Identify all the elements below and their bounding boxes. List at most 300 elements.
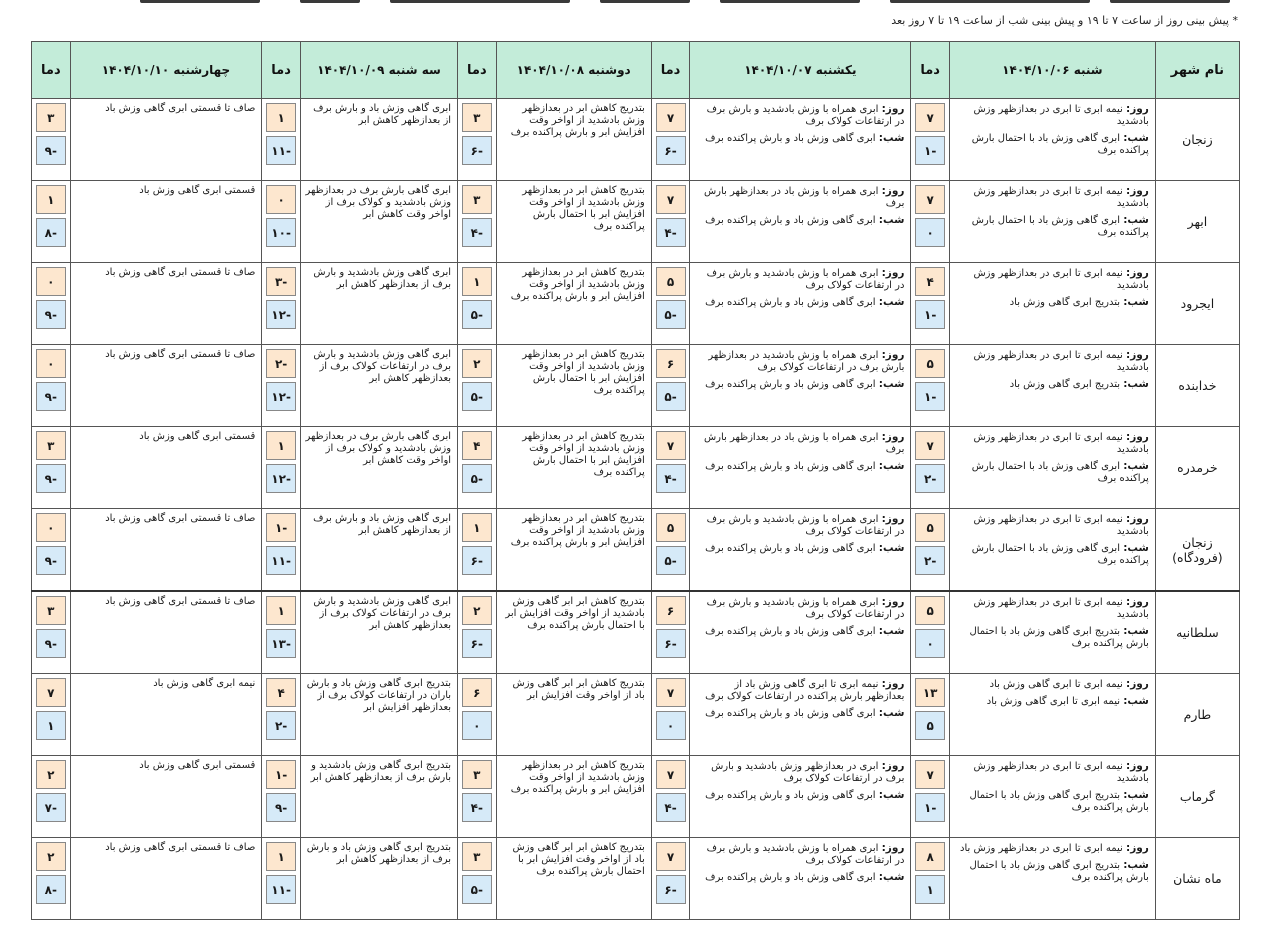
- forecast-desc: [496, 756, 651, 838]
- min-temp: -۱۳: [266, 629, 296, 658]
- day-label: روز:: [1126, 842, 1149, 854]
- forecast-text: صاف تا قسمتی ابری گاهی وزش باد: [105, 103, 256, 114]
- max-temp: ۳: [462, 103, 492, 132]
- day-forecast: نیمه ابری تا ابری گاهی وزش باد: [989, 679, 1123, 690]
- max-temp: ۷: [915, 103, 945, 132]
- temp-cell: [262, 756, 301, 838]
- header-temp-4: دما: [262, 42, 301, 99]
- day-forecast: نیمه ابری تا ابری در بعدازظهر وزش بادشدید: [973, 597, 1149, 620]
- night-label: شب:: [878, 132, 905, 144]
- min-temp: -۷: [36, 793, 66, 822]
- forecast-desc: [690, 263, 911, 345]
- min-temp: -۶: [656, 629, 686, 658]
- night-label: شب:: [1123, 132, 1149, 144]
- night-forecast: ابری گاهی وزش باد و بارش پراکنده برف: [705, 215, 876, 226]
- day-forecast: نیمه ابری تا ابری در بعدازظهر وزش بادشدید: [973, 104, 1149, 127]
- min-temp: -۱: [915, 793, 945, 822]
- night-forecast: ابری گاهی وزش باد با احتمال بارش پراکنده برف: [971, 215, 1149, 238]
- min-temp: -۱۱: [266, 136, 296, 165]
- min-temp: ۱: [36, 711, 66, 740]
- temp-cell: [458, 345, 497, 427]
- day-label: روز:: [881, 760, 905, 772]
- temp-cell: [262, 509, 301, 592]
- max-temp: ۷: [656, 760, 686, 789]
- temp-cell: [911, 509, 950, 592]
- min-temp: -۹: [36, 464, 66, 493]
- day-label: روز:: [881, 349, 905, 361]
- forecast-desc: [70, 345, 262, 427]
- forecast-text: بتدریج کاهش ابر در بعدازظهر وزش بادشدید از اواخر وقت افزایش ابر و بارش پراکنده برف: [510, 267, 645, 302]
- forecast-desc: [70, 756, 262, 838]
- max-temp: ۷: [656, 185, 686, 214]
- max-temp: ۰: [36, 349, 66, 378]
- forecast-text: ابری گاهی وزش باد و بارش برف از بعدازظهر کاهش ابر: [313, 513, 452, 536]
- max-temp: ۴: [266, 678, 296, 707]
- forecast-text: صاف تا قسمتی ابری گاهی وزش باد: [105, 842, 256, 853]
- forecast-text: بتدریج ابری گاهی وزش باد و بارش باران در ارتفاعات کولاک برف از بعدازظهر افزایش ابر: [306, 678, 452, 713]
- day-forecast: ابری همراه با وزش بادشدید و بارش برف در ارتفاعات کولاک برف: [706, 597, 905, 620]
- temp-cell: [911, 674, 950, 756]
- forecast-desc: [300, 674, 457, 756]
- forecast-desc: [690, 99, 911, 181]
- min-temp: -۹: [36, 382, 66, 411]
- max-temp: ۶: [656, 349, 686, 378]
- max-temp: ۱: [36, 185, 66, 214]
- day-label: روز:: [881, 185, 905, 197]
- night-forecast: ابری گاهی وزش باد با احتمال بارش پراکنده برف: [971, 461, 1149, 484]
- forecast-desc: [496, 345, 651, 427]
- forecast-table: [31, 41, 1240, 920]
- forecast-text: قسمتی ابری گاهی وزش باد: [139, 185, 256, 196]
- day-forecast: ابری همراه با وزش بادشدید و بارش برف در ارتفاعات کولاک برف: [706, 268, 905, 291]
- forecast-text: ابری گاهی وزش بادشدید و بارش برف در ارتفاعات کولاک برف از بعدازظهر کاهش ابر: [313, 596, 452, 631]
- day-forecast: ابری در بعدازظهر وزش بادشدید و بارش برف در ارتفاعات کولاک برف: [711, 761, 905, 784]
- night-label: شب:: [1123, 859, 1149, 871]
- temp-cell: [651, 99, 690, 181]
- forecast-text: بتدریج ابری گاهی وزش باد و بارش برف از بعدازظهر کاهش ابر: [306, 842, 452, 865]
- min-temp: -۵: [462, 875, 492, 904]
- temp-cell: [32, 838, 71, 920]
- min-temp: ۰: [656, 711, 686, 740]
- forecast-text: بتدریج کاهش ابر ابر گاهی وزش باد از اواخر وقت افزایش ابر: [512, 678, 645, 701]
- table-row: [32, 181, 1240, 263]
- day-label: روز:: [1126, 185, 1149, 197]
- min-temp: -۲: [266, 711, 296, 740]
- forecast-desc: [300, 263, 457, 345]
- forecast-desc: [949, 263, 1155, 345]
- forecast-desc: [70, 263, 262, 345]
- min-temp: -۶: [462, 629, 492, 658]
- header-row: [32, 42, 1240, 99]
- max-temp: ۳: [36, 431, 66, 460]
- day-forecast: ابری همراه با وزش بادشدید و بارش برف در ارتفاعات کولاک برف: [706, 843, 905, 866]
- night-forecast: ابری گاهی وزش باد و بارش پراکنده برف: [705, 708, 876, 719]
- temp-cell: [651, 674, 690, 756]
- min-temp: -۹: [36, 629, 66, 658]
- night-label: شب:: [878, 707, 905, 719]
- min-temp: -۸: [36, 218, 66, 247]
- temp-cell: [651, 263, 690, 345]
- day-label: روز:: [1126, 760, 1149, 772]
- forecast-desc: [690, 591, 911, 674]
- forecast-text: صاف تا قسمتی ابری گاهی وزش باد: [105, 596, 256, 607]
- day-label: روز:: [881, 678, 905, 690]
- min-temp: -۲: [915, 464, 945, 493]
- min-temp: -۴: [462, 793, 492, 822]
- temp-cell: [32, 181, 71, 263]
- max-temp: ۳: [36, 103, 66, 132]
- max-temp: -۱: [266, 513, 296, 542]
- night-forecast: ابری گاهی وزش باد و بارش پراکنده برف: [705, 133, 876, 144]
- night-label: شب:: [1123, 214, 1149, 226]
- forecast-desc: [496, 263, 651, 345]
- header-temp-2: دما: [651, 42, 690, 99]
- temp-cell: [458, 427, 497, 509]
- night-label: شب:: [878, 214, 905, 226]
- temp-cell: [32, 345, 71, 427]
- max-temp: ۷: [915, 185, 945, 214]
- forecast-desc: [949, 838, 1155, 920]
- temp-cell: [32, 427, 71, 509]
- max-temp: ۶: [656, 596, 686, 625]
- max-temp: ۷: [656, 842, 686, 871]
- min-temp: ۵: [915, 711, 945, 740]
- forecast-desc: [70, 99, 262, 181]
- forecast-text: بتدریج کاهش ابر در بعدازظهر وزش بادشدید از اواخر وقت افزایش ابر با احتمال بارش پراکنده برف: [522, 431, 645, 478]
- forecast-desc: [300, 838, 457, 920]
- night-forecast: ابری گاهی وزش باد و بارش پراکنده برف: [705, 379, 876, 390]
- night-forecast: بتدریج ابری گاهی وزش باد با احتمال بارش پراکنده برف: [969, 626, 1149, 649]
- night-forecast: بتدریج ابری گاهی وزش باد با احتمال بارش پراکنده برف: [969, 790, 1149, 813]
- forecast-desc: [70, 674, 262, 756]
- table-row: [32, 99, 1240, 181]
- day-label: روز:: [881, 103, 905, 115]
- forecast-text: ابری گاهی بارش برف در بعدازظهر وزش بادشدید و کولاک برف از اواخر وقت کاهش ابر: [305, 185, 452, 220]
- temp-cell: [262, 838, 301, 920]
- forecast-text: قسمتی ابری گاهی وزش باد: [139, 760, 256, 771]
- max-temp: ۴: [462, 431, 492, 460]
- header-day-1: شنبه ۱۴۰۴/۱۰/۰۶: [949, 42, 1155, 99]
- temp-cell: [911, 181, 950, 263]
- min-temp: -۵: [462, 300, 492, 329]
- night-label: شب:: [1123, 296, 1149, 308]
- min-temp: -۱۱: [266, 875, 296, 904]
- min-temp: -۱: [915, 300, 945, 329]
- header-city: نام شهر: [1155, 42, 1239, 99]
- max-temp: ۲: [462, 349, 492, 378]
- night-label: شب:: [1123, 695, 1149, 707]
- night-label: شب:: [1123, 542, 1149, 554]
- forecast-desc: [70, 181, 262, 263]
- city-name: طارم: [1155, 674, 1239, 756]
- night-forecast: ابری گاهی وزش باد و بارش پراکنده برف: [705, 461, 876, 472]
- min-temp: -۱۲: [266, 300, 296, 329]
- temp-cell: [262, 181, 301, 263]
- night-forecast: ابری گاهی وزش باد با احتمال بارش پراکنده برف: [971, 133, 1149, 156]
- day-label: روز:: [1126, 513, 1149, 525]
- forecast-desc: [300, 591, 457, 674]
- temp-cell: [32, 509, 71, 592]
- temp-cell: [458, 674, 497, 756]
- max-temp: ۵: [656, 267, 686, 296]
- min-temp: -۱: [915, 382, 945, 411]
- max-temp: ۵: [656, 513, 686, 542]
- day-label: روز:: [881, 596, 905, 608]
- night-forecast: نیمه ابری تا ابری گاهی وزش باد: [986, 696, 1120, 707]
- city-name: ماه نشان: [1155, 838, 1239, 920]
- forecast-desc: [300, 345, 457, 427]
- forecast-desc: [300, 99, 457, 181]
- forecast-desc: [496, 591, 651, 674]
- temp-cell: [32, 591, 71, 674]
- max-temp: ۵: [915, 596, 945, 625]
- max-temp: -۳: [266, 267, 296, 296]
- temp-cell: [32, 756, 71, 838]
- temp-cell: [651, 427, 690, 509]
- table-row: [32, 838, 1240, 920]
- night-forecast: ابری گاهی وزش باد با احتمال بارش پراکنده برف: [971, 543, 1149, 566]
- forecast-text: صاف تا قسمتی ابری گاهی وزش باد: [105, 267, 256, 278]
- min-temp: ۰: [915, 218, 945, 247]
- temp-cell: [458, 99, 497, 181]
- forecast-desc: [949, 591, 1155, 674]
- temp-cell: [458, 509, 497, 592]
- min-temp: -۴: [462, 218, 492, 247]
- table-row: [32, 263, 1240, 345]
- min-temp: -۸: [36, 875, 66, 904]
- temp-cell: [651, 181, 690, 263]
- night-forecast: بتدریج ابری گاهی وزش باد با احتمال بارش پراکنده برف: [969, 860, 1149, 883]
- min-temp: -۶: [462, 546, 492, 575]
- forecast-desc: [496, 838, 651, 920]
- day-forecast: ابری همراه با وزش بادشدید و بارش برف در ارتفاعات کولاک برف: [706, 104, 905, 127]
- forecast-desc: [496, 427, 651, 509]
- day-forecast: ابری همراه با وزش باد در بعدازظهر بارش برف: [703, 432, 905, 455]
- night-forecast: بتدریج ابری گاهی وزش باد: [1009, 379, 1120, 390]
- forecast-desc: [496, 509, 651, 592]
- forecast-text: ابری گاهی وزش بادشدید و بارش برف از بعدازظهر کاهش ابر: [313, 267, 452, 290]
- max-temp: ۷: [656, 103, 686, 132]
- temp-cell: [911, 756, 950, 838]
- day-forecast: ابری همراه با وزش بادشدید و بارش برف در ارتفاعات کولاک برف: [706, 514, 905, 537]
- temp-cell: [262, 591, 301, 674]
- day-forecast: نیمه ابری تا ابری گاهی وزش باد از بعدازظهر بارش پراکنده در ارتفاعات کولاک برف: [705, 679, 905, 702]
- min-temp: -۱۰: [266, 218, 296, 247]
- min-temp: -۹: [36, 546, 66, 575]
- min-temp: -۵: [462, 382, 492, 411]
- max-temp: ۵: [915, 513, 945, 542]
- min-temp: -۵: [462, 464, 492, 493]
- min-temp: ۱: [915, 875, 945, 904]
- temp-cell: [262, 427, 301, 509]
- city-name: خرمدره: [1155, 427, 1239, 509]
- temp-cell: [458, 756, 497, 838]
- min-temp: -۱۲: [266, 382, 296, 411]
- night-forecast: ابری گاهی وزش باد و بارش پراکنده برف: [705, 790, 876, 801]
- day-forecast: نیمه ابری تا ابری در بعدازظهر وزش بادشدید: [973, 350, 1149, 373]
- table-row: [32, 674, 1240, 756]
- night-label: شب:: [878, 871, 905, 883]
- forecast-desc: [690, 345, 911, 427]
- max-temp: ۷: [656, 431, 686, 460]
- max-temp: ۳: [462, 842, 492, 871]
- forecast-text: صاف تا قسمتی ابری گاهی وزش باد: [105, 349, 256, 360]
- day-forecast: ابری همراه با وزش باد در بعدازظهر بارش برف: [703, 186, 905, 209]
- day-label: روز:: [881, 842, 905, 854]
- max-temp: ۰: [266, 185, 296, 214]
- temp-cell: [262, 263, 301, 345]
- forecast-text: صاف تا قسمتی ابری گاهی وزش باد: [105, 513, 256, 524]
- table-row: [32, 345, 1240, 427]
- forecast-desc: [690, 674, 911, 756]
- forecast-desc: [300, 756, 457, 838]
- temp-cell: [911, 345, 950, 427]
- max-temp: ۲: [36, 842, 66, 871]
- night-label: شب:: [1123, 378, 1149, 390]
- forecast-desc: [70, 591, 262, 674]
- forecast-desc: [300, 509, 457, 592]
- day-label: روز:: [1126, 267, 1149, 279]
- forecast-desc: [496, 674, 651, 756]
- min-temp: -۶: [656, 136, 686, 165]
- forecast-desc: [690, 427, 911, 509]
- max-temp: ۱: [462, 267, 492, 296]
- min-temp: -۴: [656, 793, 686, 822]
- temp-cell: [651, 345, 690, 427]
- forecast-desc: [690, 509, 911, 592]
- night-label: شب:: [878, 542, 905, 554]
- min-temp: ۰: [462, 711, 492, 740]
- night-forecast: ابری گاهی وزش باد و بارش پراکنده برف: [705, 626, 876, 637]
- forecast-text: بتدریج کاهش ابر در بعدازظهر وزش بادشدید از اواخر وقت افزایش ابر و بارش پراکنده برف: [510, 103, 645, 138]
- city-name: ایجرود: [1155, 263, 1239, 345]
- night-label: شب:: [878, 789, 905, 801]
- day-forecast: نیمه ابری تا ابری در بعدازظهر وزش بادشدید: [973, 514, 1149, 537]
- header-day-4: سه شنبه ۱۴۰۴/۱۰/۰۹: [300, 42, 457, 99]
- day-label: روز:: [1126, 349, 1149, 361]
- header-temp-5: دما: [32, 42, 71, 99]
- temp-cell: [911, 99, 950, 181]
- max-temp: -۲: [266, 349, 296, 378]
- city-name: گرماب: [1155, 756, 1239, 838]
- max-temp: ۲: [36, 760, 66, 789]
- temp-cell: [458, 263, 497, 345]
- min-temp: -۶: [462, 136, 492, 165]
- max-temp: ۱: [266, 103, 296, 132]
- header-temp-3: دما: [458, 42, 497, 99]
- min-temp: -۶: [656, 875, 686, 904]
- night-label: شب:: [878, 460, 905, 472]
- forecast-desc: [949, 674, 1155, 756]
- max-temp: ۱: [266, 596, 296, 625]
- min-temp: -۵: [656, 300, 686, 329]
- min-temp: -۹: [266, 793, 296, 822]
- night-forecast: ابری گاهی وزش باد و بارش پراکنده برف: [705, 872, 876, 883]
- forecast-text: قسمتی ابری گاهی وزش باد: [139, 431, 256, 442]
- min-temp: -۵: [656, 382, 686, 411]
- city-name: ابهر: [1155, 181, 1239, 263]
- night-label: شب:: [878, 625, 905, 637]
- table-row: [32, 509, 1240, 592]
- max-temp: ۷: [915, 760, 945, 789]
- day-label: روز:: [1126, 431, 1149, 443]
- table-row: [32, 756, 1240, 838]
- forecast-desc: [949, 345, 1155, 427]
- city-name: زنجان: [1155, 99, 1239, 181]
- forecast-text: بتدریج کاهش ابر در بعدازظهر وزش بادشدید از اواخر وقت افزایش ابر و بارش پراکنده برف: [510, 513, 645, 548]
- temp-cell: [911, 838, 950, 920]
- forecast-text: بتدریج کاهش ابر در بعدازظهر وزش بادشدید از اواخر وقت افزایش ابر با احتمال بارش پراکنده برف: [522, 349, 645, 396]
- forecast-desc: [300, 427, 457, 509]
- day-label: روز:: [881, 513, 905, 525]
- forecast-desc: [690, 181, 911, 263]
- forecast-desc: [70, 427, 262, 509]
- header-day-3: دوشنبه ۱۴۰۴/۱۰/۰۸: [496, 42, 651, 99]
- city-name: زنجان (فرودگاه): [1155, 509, 1239, 592]
- forecast-desc: [949, 181, 1155, 263]
- max-temp: ۲: [462, 596, 492, 625]
- night-forecast: بتدریج ابری گاهی وزش باد: [1009, 297, 1120, 308]
- forecast-desc: [690, 838, 911, 920]
- max-temp: ۰: [36, 513, 66, 542]
- forecast-text: بتدریج کاهش ابر در بعدازظهر وزش بادشدید از اواخر وقت افزایش ابر و بارش پراکنده برف: [510, 760, 645, 795]
- day-label: روز:: [881, 431, 905, 443]
- table-row: [32, 591, 1240, 674]
- forecast-text: ابری گاهی بارش برف در بعدازظهر وزش بادشدید و کولاک برف از اواخر وقت کاهش ابر: [305, 431, 452, 466]
- night-label: شب:: [878, 378, 905, 390]
- max-temp: ۱: [266, 431, 296, 460]
- day-forecast: نیمه ابری تا ابری در بعدازظهر وزش بادشدید: [973, 268, 1149, 291]
- night-label: شب:: [1123, 789, 1149, 801]
- max-temp: ۵: [915, 349, 945, 378]
- temp-cell: [651, 838, 690, 920]
- forecast-desc: [496, 181, 651, 263]
- day-label: روز:: [1126, 103, 1149, 115]
- forecast-desc: [949, 99, 1155, 181]
- top-cropped-text: [0, 0, 1280, 6]
- forecast-desc: [690, 756, 911, 838]
- temp-cell: [262, 345, 301, 427]
- max-temp: ۷: [656, 678, 686, 707]
- day-forecast: نیمه ابری تا ابری در بعدازظهر وزش بادشدید: [973, 761, 1149, 784]
- day-label: روز:: [1126, 596, 1149, 608]
- day-forecast: نیمه ابری تا ابری در بعدازظهر وزش بادشدید: [973, 186, 1149, 209]
- forecast-time-note: * پیش بینی روز از ساعت ۷ تا ۱۹ و پیش بینی شب از ساعت ۱۹ تا ۷ روز بعد: [891, 14, 1238, 27]
- max-temp: ۳: [462, 185, 492, 214]
- day-forecast: نیمه ابری تا ابری در بعدازظهر وزش باد: [959, 843, 1123, 854]
- header-day-5: چهارشنبه ۱۴۰۴/۱۰/۱۰: [70, 42, 262, 99]
- header-day-2: یکشنبه ۱۴۰۴/۱۰/۰۷: [690, 42, 911, 99]
- night-forecast: ابری گاهی وزش باد و بارش پراکنده برف: [705, 543, 876, 554]
- temp-cell: [911, 427, 950, 509]
- forecast-desc: [70, 509, 262, 592]
- day-forecast: نیمه ابری تا ابری در بعدازظهر وزش بادشدید: [973, 432, 1149, 455]
- temp-cell: [32, 263, 71, 345]
- night-label: شب:: [1123, 625, 1149, 637]
- max-temp: ۶: [462, 678, 492, 707]
- max-temp: ۰: [36, 267, 66, 296]
- header-temp-1: دما: [911, 42, 950, 99]
- city-name: سلطانیه: [1155, 591, 1239, 674]
- night-forecast: ابری گاهی وزش باد و بارش پراکنده برف: [705, 297, 876, 308]
- day-label: روز:: [881, 267, 905, 279]
- min-temp: ۰: [915, 629, 945, 658]
- temp-cell: [651, 756, 690, 838]
- max-temp: ۱: [266, 842, 296, 871]
- min-temp: -۱۲: [266, 464, 296, 493]
- forecast-text: نیمه ابری گاهی وزش باد: [153, 678, 256, 689]
- max-temp: ۱: [462, 513, 492, 542]
